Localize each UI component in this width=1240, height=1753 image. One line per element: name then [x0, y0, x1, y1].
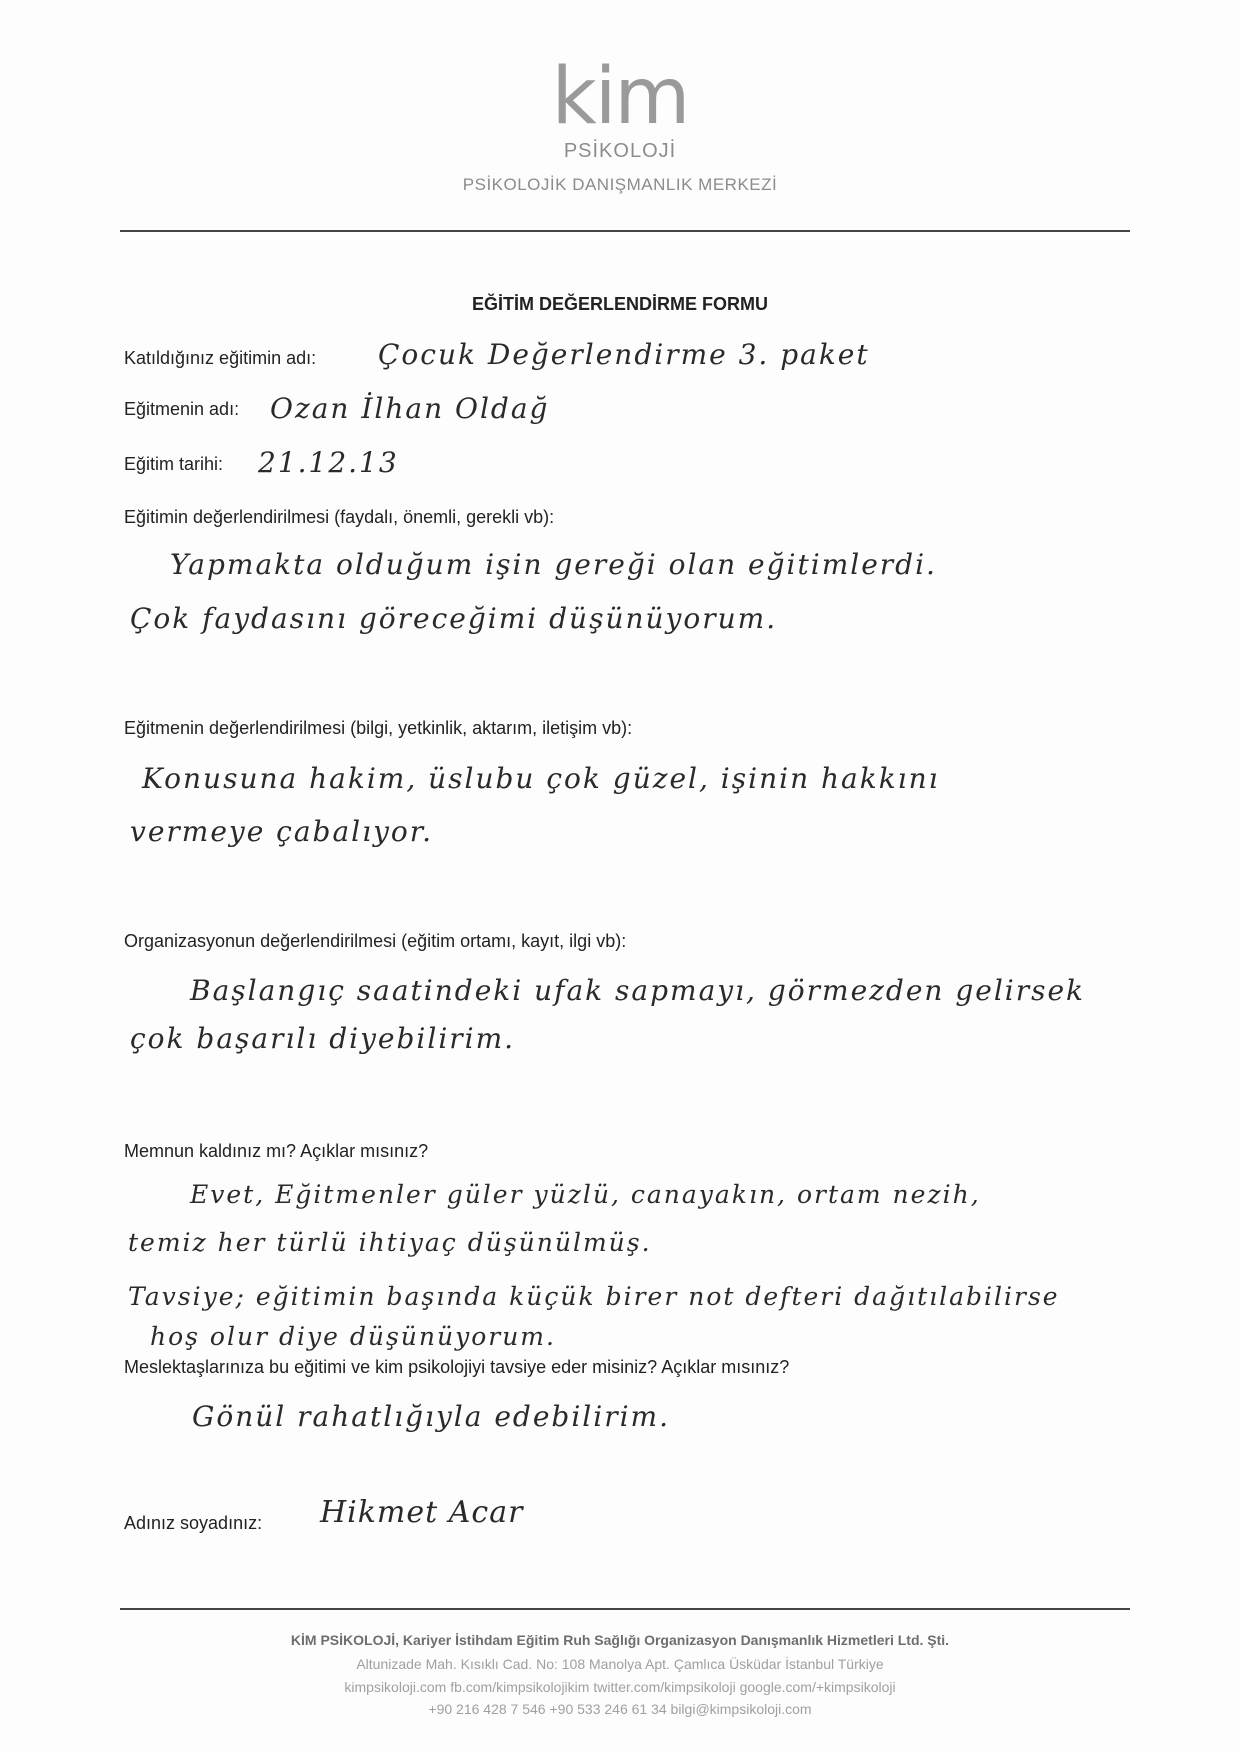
q5-label: Meslektaşlarınıza bu eğitimi ve kim psikolojiyi tavsiye eder misiniz? Açıklar mısınız?	[124, 1357, 790, 1377]
training-date-label: Eğitim tarihi:	[124, 454, 224, 474]
trainer-name-label: Eğitmenin adı:	[124, 399, 240, 419]
q4-label: Memnun kaldınız mı? Açıklar mısınız?	[124, 1141, 429, 1161]
q5-answer-line: Gönül rahatlığıyla edebilirim.	[192, 1400, 671, 1433]
q4-answer-line: Tavsiye; eğitimin başında küçük birer not defteri dağıtılabilirse	[128, 1282, 1060, 1311]
training-name-label: Katıldığınız eğitimin adı:	[124, 348, 317, 368]
q4-answer-line: temiz her türlü ihtiyaç düşünülmüş.	[128, 1228, 652, 1257]
footer-contact: +90 216 428 7 546 +90 533 246 61 34 bilgi@kimpsikoloji.com	[428, 1701, 812, 1717]
logo-subtitle: PSİKOLOJİ	[563, 140, 677, 162]
name-label: Adınız soyadınız:	[124, 1513, 263, 1533]
training-name-value: Çocuk Değerlendirme 3. paket	[378, 338, 870, 371]
q3-label: Organizasyonun değerlendirilmesi (eğitim ortamı, kayıt, ilgi vb):	[124, 931, 627, 951]
logo-text: kim	[551, 52, 689, 142]
footer-address: Altunizade Mah. Kısıklı Cad. No: 108 Manolya Apt. Çamlıca Üsküdar İstanbul Türkiye	[356, 1656, 884, 1672]
q2-answer-line: vermeye çabalıyor.	[130, 815, 433, 848]
q2-label: Eğitmenin değerlendirilmesi (bilgi, yetkinlik, aktarım, iletişim vb):	[124, 718, 633, 738]
form-title: EĞİTİM DEĞERLENDİRME FORMU	[472, 294, 768, 314]
footer-web: kimpsikoloji.com fb.com/kimpsikolojikim twitter.com/kimpsikoloji google.com/+kimpsikoloji	[344, 1679, 896, 1695]
footer-company: KİM PSİKOLOJİ, Kariyer İstihdam Eğitim Ruh Sağlığı Organizasyon Danışmanlık Hizmetleri Ltd. Şti.	[290, 1632, 950, 1648]
center-name: PSİKOLOJİK DANIŞMANLIK MERKEZİ	[462, 175, 778, 194]
trainer-name-value: Ozan İlhan Oldağ	[270, 392, 550, 425]
q4-answer-line: hoş olur diye düşünüyorum.	[150, 1322, 556, 1351]
q3-answer-line: çok başarılı diyebilirim.	[130, 1022, 516, 1055]
name-value: Hikmet Acar	[320, 1495, 524, 1530]
q1-label: Eğitimin değerlendirilmesi (faydalı, önemli, gerekli vb):	[124, 507, 555, 527]
logo	[0, 52, 1240, 142]
q2-answer-line: Konusuna hakim, üslubu çok güzel, işinin hakkını	[142, 762, 940, 795]
q3-answer-line: Başlangıç saatindeki ufak sapmayı, görmezden gelirsek	[190, 974, 1086, 1007]
footer-divider	[120, 1608, 1130, 1610]
q1-answer-line: Çok faydasını göreceğimi düşünüyorum.	[130, 602, 778, 635]
q1-answer-line: Yapmakta olduğum işin gereği olan eğitimlerdi.	[170, 548, 937, 581]
q4-answer-line: Evet, Eğitmenler güler yüzlü, canayakın, ortam nezih,	[190, 1180, 981, 1209]
training-date-value: 21.12.13	[258, 446, 399, 479]
header-divider	[120, 230, 1130, 232]
